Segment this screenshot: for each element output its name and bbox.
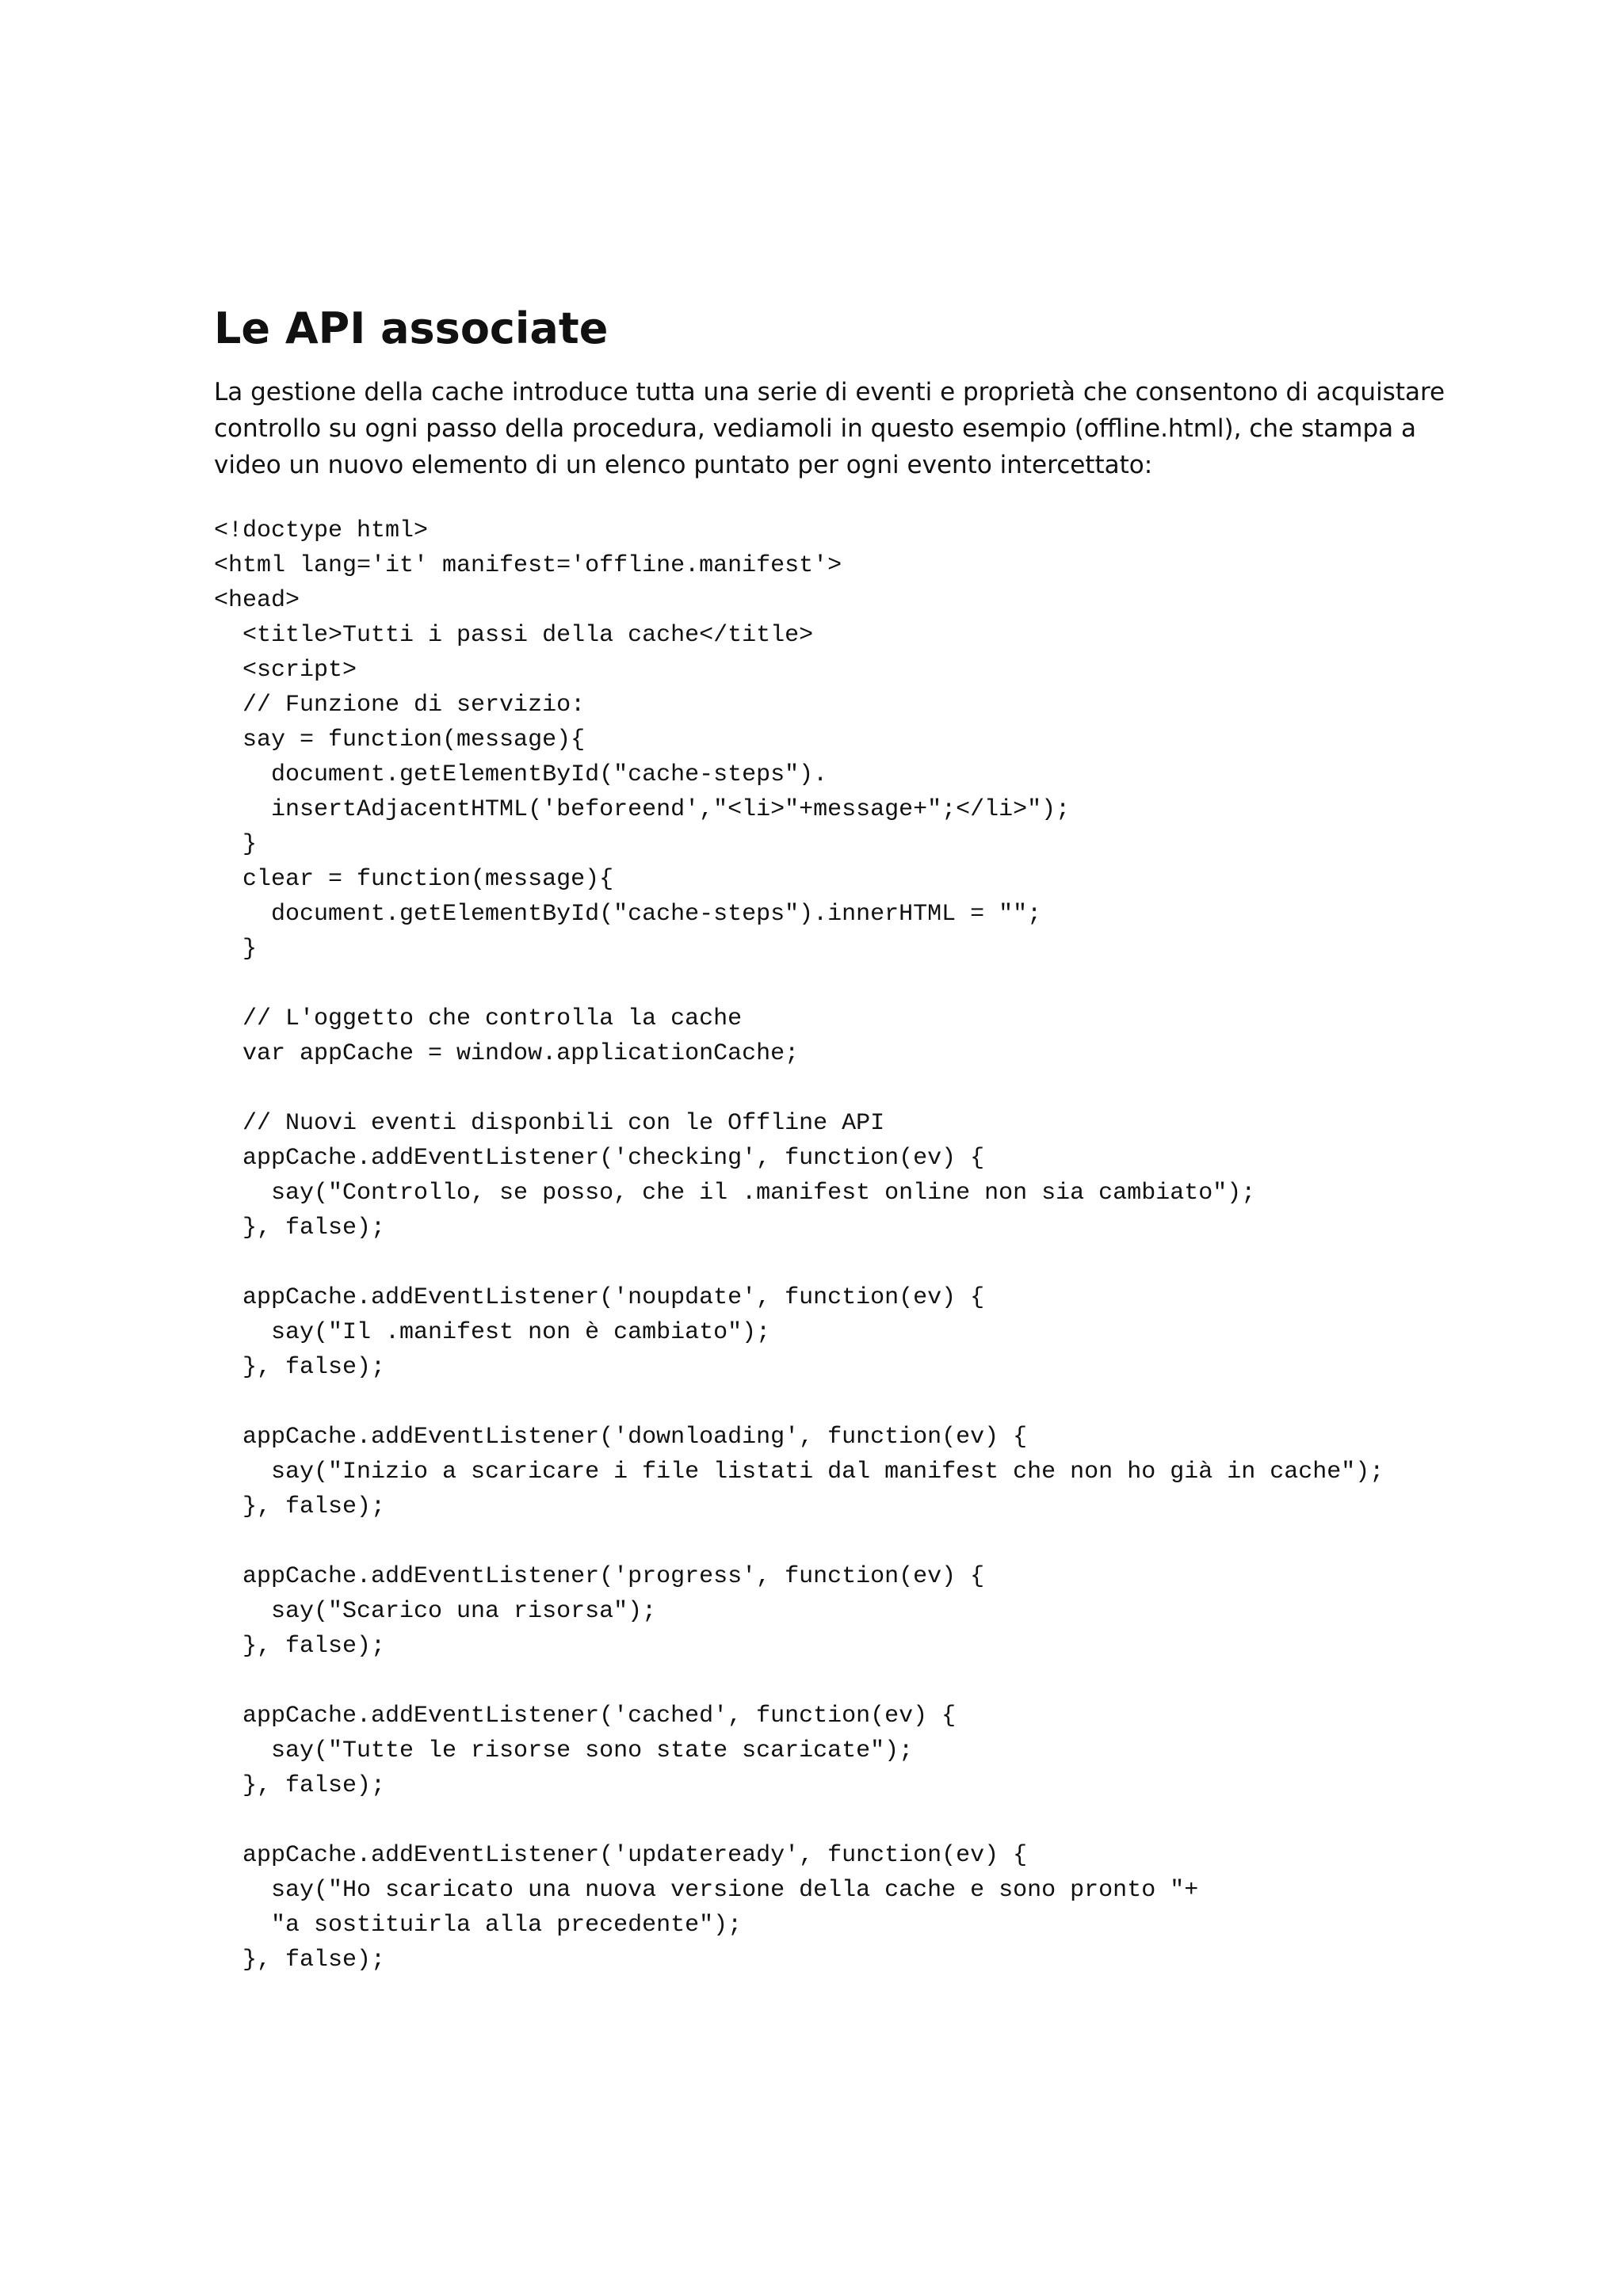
code-line: appCache.addEventListener('downloading', function(ev) {	[214, 1424, 1028, 1451]
code-line: say("Controllo, se posso, che il .manifest online non sia cambiato");	[214, 1180, 1256, 1207]
code-line: var appCache = window.applicationCache;	[214, 1040, 800, 1067]
code-line: }, false);	[214, 1354, 386, 1381]
code-line: }, false);	[214, 1947, 386, 1974]
code-line: say("Tutte le risorse sono state scaricate");	[214, 1737, 914, 1764]
code-line: appCache.addEventListener('updateready', function(ev) {	[214, 1842, 1028, 1869]
code-line	[214, 1978, 1450, 2012]
code-line: say("Inizio a scaricare i file listati dal manifest che non ho già in cache");	[214, 1459, 1384, 1486]
code-line: document.getElementById("cache-steps").	[214, 761, 828, 788]
intro-line: controllo su ogni passo della procedura, vediamoli in questo esempio (offline.html), che stampa a	[214, 414, 1416, 443]
code-line: }	[214, 831, 258, 858]
code-line: "a sostituirla alla precedente");	[214, 1912, 743, 1939]
code-line: say("Il .manifest non è cambiato");	[214, 1319, 771, 1346]
code-line: // L'oggetto che controlla la cache	[214, 1005, 743, 1032]
code-line: document.getElementById("cache-steps").innerHTML = "";	[214, 901, 1042, 928]
code-line: }, false);	[214, 1633, 386, 1660]
code-line: insertAdjacentHTML('beforeend',"<li>"+message+";</li>");	[214, 796, 1071, 823]
code-line: say("Ho scaricato una nuova versione della cache e sono pronto "+	[214, 1877, 1199, 1904]
code-line	[214, 1385, 1450, 1420]
code-line: clear = function(message){	[214, 866, 614, 893]
intro-line: video un nuovo elemento di un elenco puntato per ogni evento intercettato:	[214, 451, 1153, 479]
code-line: appCache.addEventListener('cached', function(ev) {	[214, 1703, 957, 1730]
code-line: appCache.addEventListener('noupdate', function(ev) {	[214, 1284, 985, 1311]
code-line	[214, 1803, 1450, 1838]
code-line: }, false);	[214, 1493, 386, 1520]
code-line: <head>	[214, 587, 300, 614]
code-line: appCache.addEventListener('progress', function(ev) {	[214, 1563, 985, 1590]
code-line	[214, 967, 1450, 1001]
code-block	[214, 513, 1450, 2012]
code-line	[214, 1524, 1450, 1559]
code-line	[214, 1071, 1450, 1106]
code-line: appCache.addEventListener('checking', function(ev) {	[214, 1145, 985, 1172]
code-line: }, false);	[214, 1215, 386, 1241]
intro-line: La gestione della cache introduce tutta una serie di eventi e proprietà che consentono di acquistare	[214, 378, 1445, 406]
code-line: <title>Tutti i passi della cache</title>	[214, 622, 814, 649]
code-line: say = function(message){	[214, 727, 586, 753]
code-line: }, false);	[214, 1772, 386, 1799]
page-content	[214, 301, 1450, 2012]
code-line: // Funzione di servizio:	[214, 692, 586, 719]
page-title: Le API associate	[214, 303, 609, 353]
intro-paragraph	[214, 374, 1450, 483]
code-line: <!doctype html>	[214, 517, 429, 544]
code-line: <script>	[214, 657, 357, 684]
code-line: say("Scarico una risorsa");	[214, 1598, 657, 1625]
code-line: <html lang='it' manifest='offline.manifest'>	[214, 552, 842, 579]
code-line	[214, 1664, 1450, 1699]
code-line: }	[214, 936, 258, 963]
code-line	[214, 1245, 1450, 1280]
code-line: // Nuovi eventi disponbili con le Offline API	[214, 1110, 885, 1137]
